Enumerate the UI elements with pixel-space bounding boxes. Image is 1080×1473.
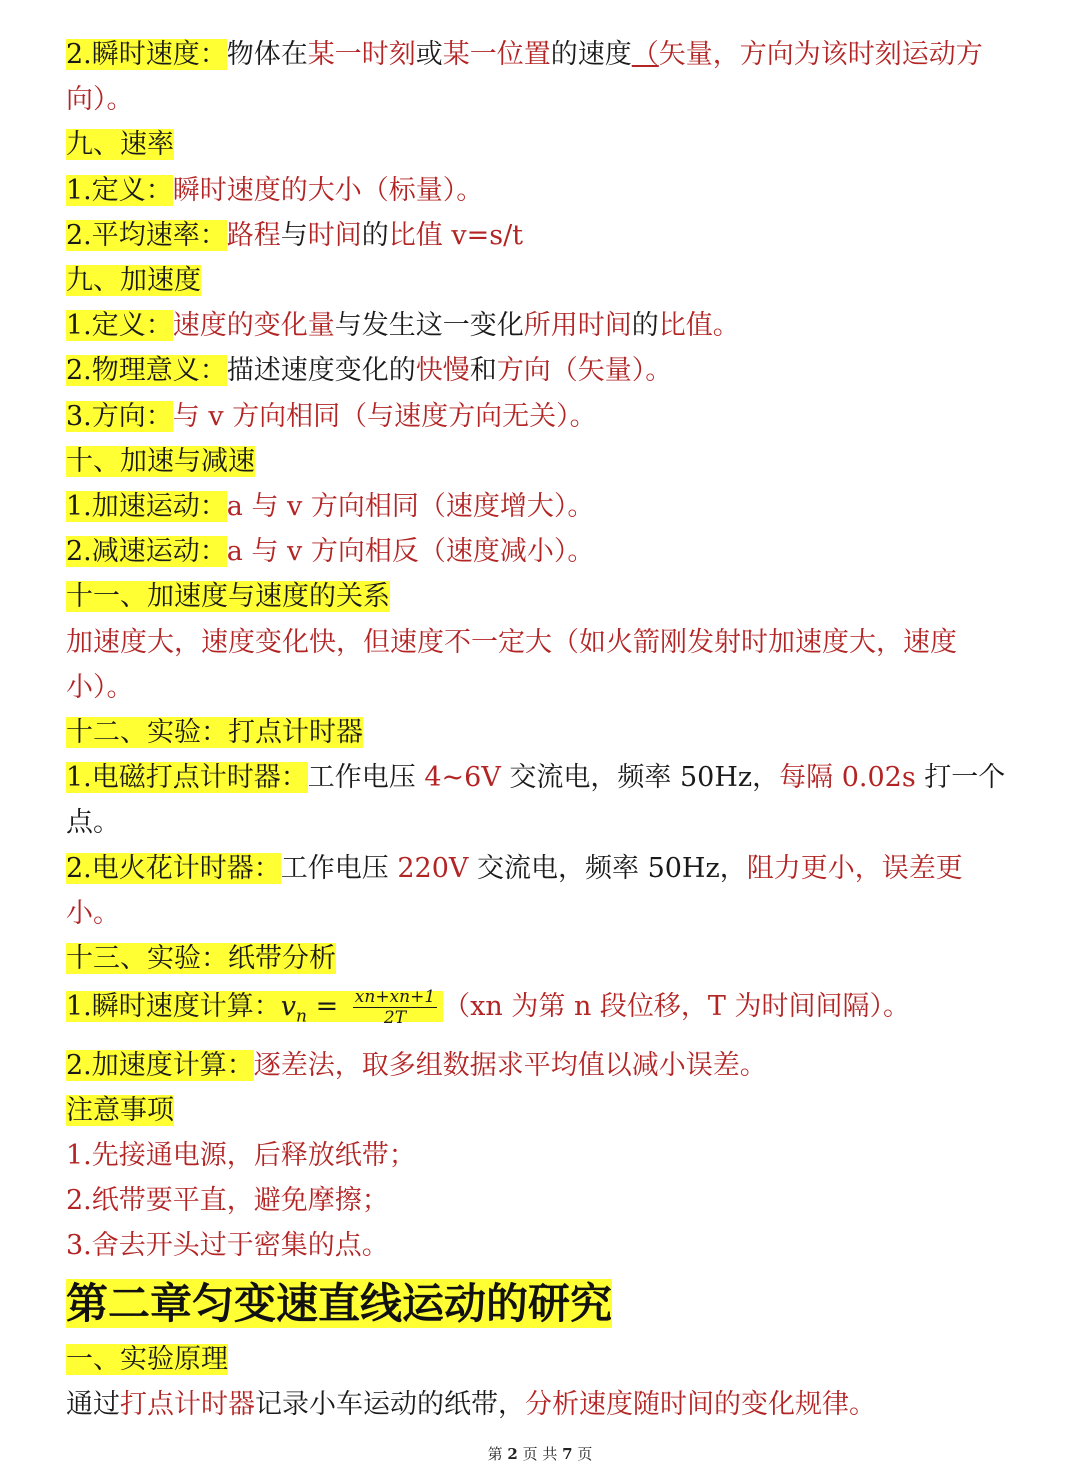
key-term: 加速度大，速度变化快，但速度不一定大（如火箭刚发射时加速度大，速度小）。: [66, 626, 957, 703]
item-label: 1.定义：: [66, 174, 173, 206]
text-segment: 的: [361, 219, 389, 251]
key-term: 比值。: [658, 310, 740, 342]
key-term: 逐差法，取多组数据求平均值以减小误差。: [253, 1049, 767, 1081]
chapter-title: [66, 1271, 1006, 1337]
text-segment: 交流电，频率 50Hz，: [500, 762, 780, 794]
text-line: [66, 348, 1006, 393]
key-term: 比值 v=s/t: [388, 219, 524, 251]
current-page-number: 2: [507, 1445, 518, 1463]
total-page-number: 7: [562, 1445, 573, 1463]
text-segment: 与发生这一变化: [334, 310, 524, 342]
key-term: 分析速度随时间的变化规律。: [525, 1388, 876, 1420]
key-term: 所用时间: [523, 310, 632, 342]
section-heading: [66, 710, 1006, 755]
text-line: [66, 1043, 1006, 1088]
item-label: 1.电磁打点计时器：: [66, 762, 308, 794]
section-heading: [66, 1088, 1006, 1133]
key-term: 220V: [397, 852, 469, 884]
text-line: [66, 846, 1006, 936]
text-segment: 物体在: [226, 39, 308, 70]
note-item: 1.先接通电源，后释放纸带；: [66, 1140, 416, 1172]
section-heading: [66, 936, 1006, 981]
text-line: [66, 394, 1006, 439]
text-line: [66, 981, 1006, 1042]
key-term: a 与 v 方向相同（速度增大）。: [226, 491, 595, 523]
text-line: [66, 755, 1006, 845]
text-line: [66, 620, 1006, 710]
key-term: a 与 v 方向相反（速度减小）。: [226, 536, 595, 568]
formula-subscript: n: [296, 1006, 307, 1027]
section-heading: [66, 574, 1006, 619]
heading-text: 注意事项: [66, 1094, 174, 1126]
text-segment: 通过: [66, 1388, 120, 1420]
item-label: 3.方向：: [66, 400, 173, 432]
key-term: 与 v 方向相同（与速度方向无关）。: [172, 400, 597, 432]
key-term: 某一时刻: [307, 39, 416, 70]
heading-text: 十二、实验：打点计时器: [66, 717, 363, 749]
fraction-denominator: 2T: [383, 1008, 407, 1029]
chapter-title-text: 第二章匀变速直线运动的研究: [66, 1278, 613, 1328]
text-segment: 描述速度变化的: [226, 355, 416, 387]
heading-text: 十一、加速度与速度的关系: [66, 581, 390, 613]
text-line: [66, 1178, 1006, 1223]
section-heading: [66, 439, 1006, 484]
key-term: 时间: [307, 219, 362, 251]
formula-v: [280, 991, 307, 1027]
text-segment: 打一个点。: [66, 762, 1006, 839]
item-label: 1.定义：: [66, 310, 173, 342]
key-term: 瞬时速度的大小（标量）。: [172, 174, 484, 206]
section-heading: [66, 258, 1006, 303]
key-term: 每隔 0.02s: [779, 762, 916, 794]
heading-text: 十、加速与减速: [66, 445, 255, 477]
text-line: [66, 168, 1006, 213]
key-term: 4~6V: [424, 762, 501, 794]
text-segment: 与: [280, 219, 308, 251]
text-segment: 交流电，频率 50Hz，: [468, 852, 747, 884]
key-term: 方向（矢量）。: [496, 355, 673, 387]
footer-text: 页 共: [517, 1445, 563, 1463]
text-segment: 工作电压: [280, 852, 398, 884]
item-label: 2.物理意义：: [66, 355, 227, 387]
text-line: [66, 1382, 1006, 1427]
text-line: [66, 1223, 1006, 1268]
key-term: 速度的变化量: [172, 310, 335, 342]
item-label: 1.加速运动：: [66, 491, 227, 523]
key-term: 某一位置: [442, 39, 551, 70]
key-term: （: [631, 39, 659, 70]
text-segment: 或: [415, 39, 443, 70]
item-label: 2.加速度计算：: [66, 1049, 254, 1081]
page-content: [66, 32, 1006, 1427]
item-label: 2.减速运动：: [66, 536, 227, 568]
formula-fraction: [353, 987, 437, 1028]
item-label: [66, 987, 443, 1029]
page-footer: [0, 1443, 1080, 1464]
note-item: 2.纸带要平直，避免摩擦；: [66, 1185, 389, 1217]
text-line: [66, 32, 1006, 122]
label-text: 1.瞬时速度计算：: [66, 991, 281, 1023]
text-segment: 和: [469, 355, 497, 387]
key-term: （xn 为第 n 段位移，T 为时间间隔）。: [443, 991, 911, 1023]
text-segment: 的速度: [550, 39, 632, 70]
heading-text: 九、速率: [66, 129, 174, 161]
text-line: [66, 484, 1006, 529]
key-term: 打点计时器: [120, 1388, 255, 1420]
heading-text: 一、实验原理: [66, 1343, 228, 1375]
note-item: 3.舍去开头过于密集的点。: [66, 1230, 389, 1262]
heading-text: 十三、实验：纸带分析: [66, 943, 336, 975]
text-line: [66, 1133, 1006, 1178]
heading-text: 九、加速度: [66, 265, 201, 297]
section-heading: [66, 1337, 1006, 1382]
text-segment: 的: [631, 310, 659, 342]
key-term: 路程: [226, 219, 281, 251]
footer-text: 第: [487, 1445, 508, 1463]
key-term: 矢量，方向为该时刻运动方向）。: [66, 39, 983, 116]
item-label: 2.电火花计时器：: [66, 852, 281, 884]
section-heading: [66, 122, 1006, 167]
footer-text: 页: [572, 1445, 593, 1463]
item-label: 2.瞬时速度：: [66, 39, 227, 70]
text-segment: 记录小车运动的纸带，: [255, 1388, 525, 1420]
key-term: 快慢: [415, 355, 470, 387]
text-line: [66, 213, 1006, 258]
formula-equals: =: [306, 991, 347, 1023]
text-segment: 工作电压: [307, 762, 425, 794]
fraction-numerator: xn+xn+1: [354, 987, 436, 1008]
item-label: 2.平均速率：: [66, 219, 227, 251]
formula-symbol: v: [280, 991, 297, 1023]
text-line: [66, 303, 1006, 348]
key-term: 阻力更小，误差更小。: [66, 852, 963, 929]
text-line: [66, 529, 1006, 574]
